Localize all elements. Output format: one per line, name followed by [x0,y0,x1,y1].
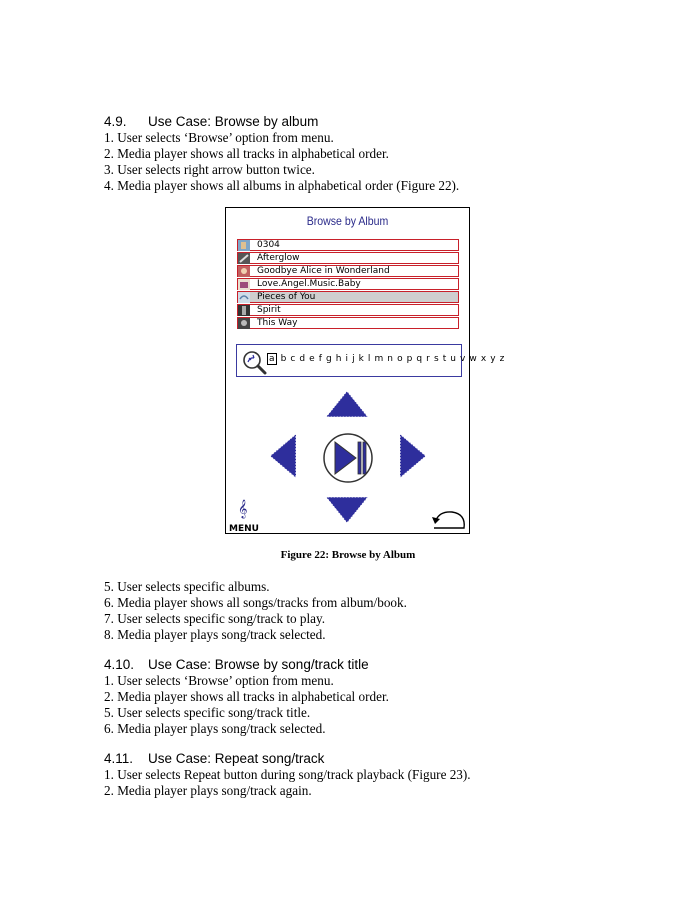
album-cover-icon [238,318,250,329]
step-line: 8. Media player plays song/track selected. [104,627,326,642]
album-row[interactable] [237,278,459,290]
figure-caption: Figure 22: Browse by Album [280,549,416,561]
album-name: This Way [257,317,298,328]
album-name: Spirit [257,304,281,315]
album-cover-icon [238,305,250,316]
play-pause-button[interactable] [322,432,374,484]
step-line: 5. User selects specific song/track title. [104,705,311,720]
step-line: 2. Media player shows all tracks in alphabetical order. [104,146,389,161]
alphabet-letters[interactable]: b c d e f g h i j k l m n o p q r s t u v w x y z [280,354,505,364]
album-name: Pieces of You [257,291,316,302]
step-line: 4. Media player shows all albums in alphabetical order (Figure 22). [104,178,460,193]
left-arrow-button[interactable] [268,432,298,480]
section-title: Use Case: Browse by album [148,114,319,129]
step-line: 6. Media player plays song/track selected. [104,721,326,736]
album-cover-icon [238,279,250,290]
alphabet-search-bar[interactable] [236,344,505,377]
album-name: Afterglow [257,252,300,263]
back-return-icon[interactable] [428,508,468,532]
step-line: 5. User selects specific albums. [104,579,270,594]
section-title: Use Case: Browse by song/track title [148,657,369,672]
section-heading-4-10 [104,657,369,672]
menu-button[interactable]: MENU [229,524,259,534]
album-list [237,239,459,330]
album-name: Goodbye Alice in Wonderland [257,265,390,276]
album-row[interactable] [237,239,459,251]
album-row[interactable] [237,265,459,277]
album-cover-icon [238,292,250,303]
step-line: 1. User selects ‘Browse’ option from menu. [104,130,334,145]
step-line: 1. User selects ‘Browse’ option from menu. [104,673,334,688]
section-title: Use Case: Repeat song/track [148,751,325,766]
alphabet-index[interactable] [267,354,505,364]
album-cover-icon [238,240,250,251]
step-line: 2. Media player plays song/track again. [104,783,312,798]
up-arrow-button[interactable] [324,389,370,419]
album-row[interactable] [237,317,459,329]
album-name: Love.Angel.Music.Baby [257,278,361,289]
browse-by-album-figure [225,207,505,534]
album-row[interactable] [237,252,459,264]
section-number: 4.10. [104,657,135,672]
album-row[interactable] [237,304,459,316]
album-cover-icon [238,253,250,264]
section-number: 4.11. [104,751,134,766]
step-line: 7. User selects specific song/track to play. [104,611,326,626]
right-arrow-button[interactable] [398,432,428,480]
section-number: 4.9. [104,114,127,129]
album-row-selected[interactable] [237,291,459,303]
magnifier-search-icon [241,349,267,375]
screen-title: Browse by Album [306,214,389,228]
step-line: 3. User selects right arrow button twice. [104,162,315,177]
step-line: 1. User selects Repeat button during song/track playback (Figure 23). [104,767,471,782]
treble-clef-menu-icon[interactable]: 𝄞 [238,499,248,518]
album-name: 0304 [257,239,280,250]
down-arrow-button[interactable] [324,495,370,525]
section-heading-4-11 [104,751,324,766]
alphabet-selected-letter[interactable]: a [269,354,276,364]
step-line: 6. Media player shows all songs/tracks from album/book. [104,595,407,610]
album-cover-icon [238,266,250,277]
step-line: 2. Media player shows all tracks in alphabetical order. [104,689,389,704]
section-heading-4-9 [104,114,318,129]
